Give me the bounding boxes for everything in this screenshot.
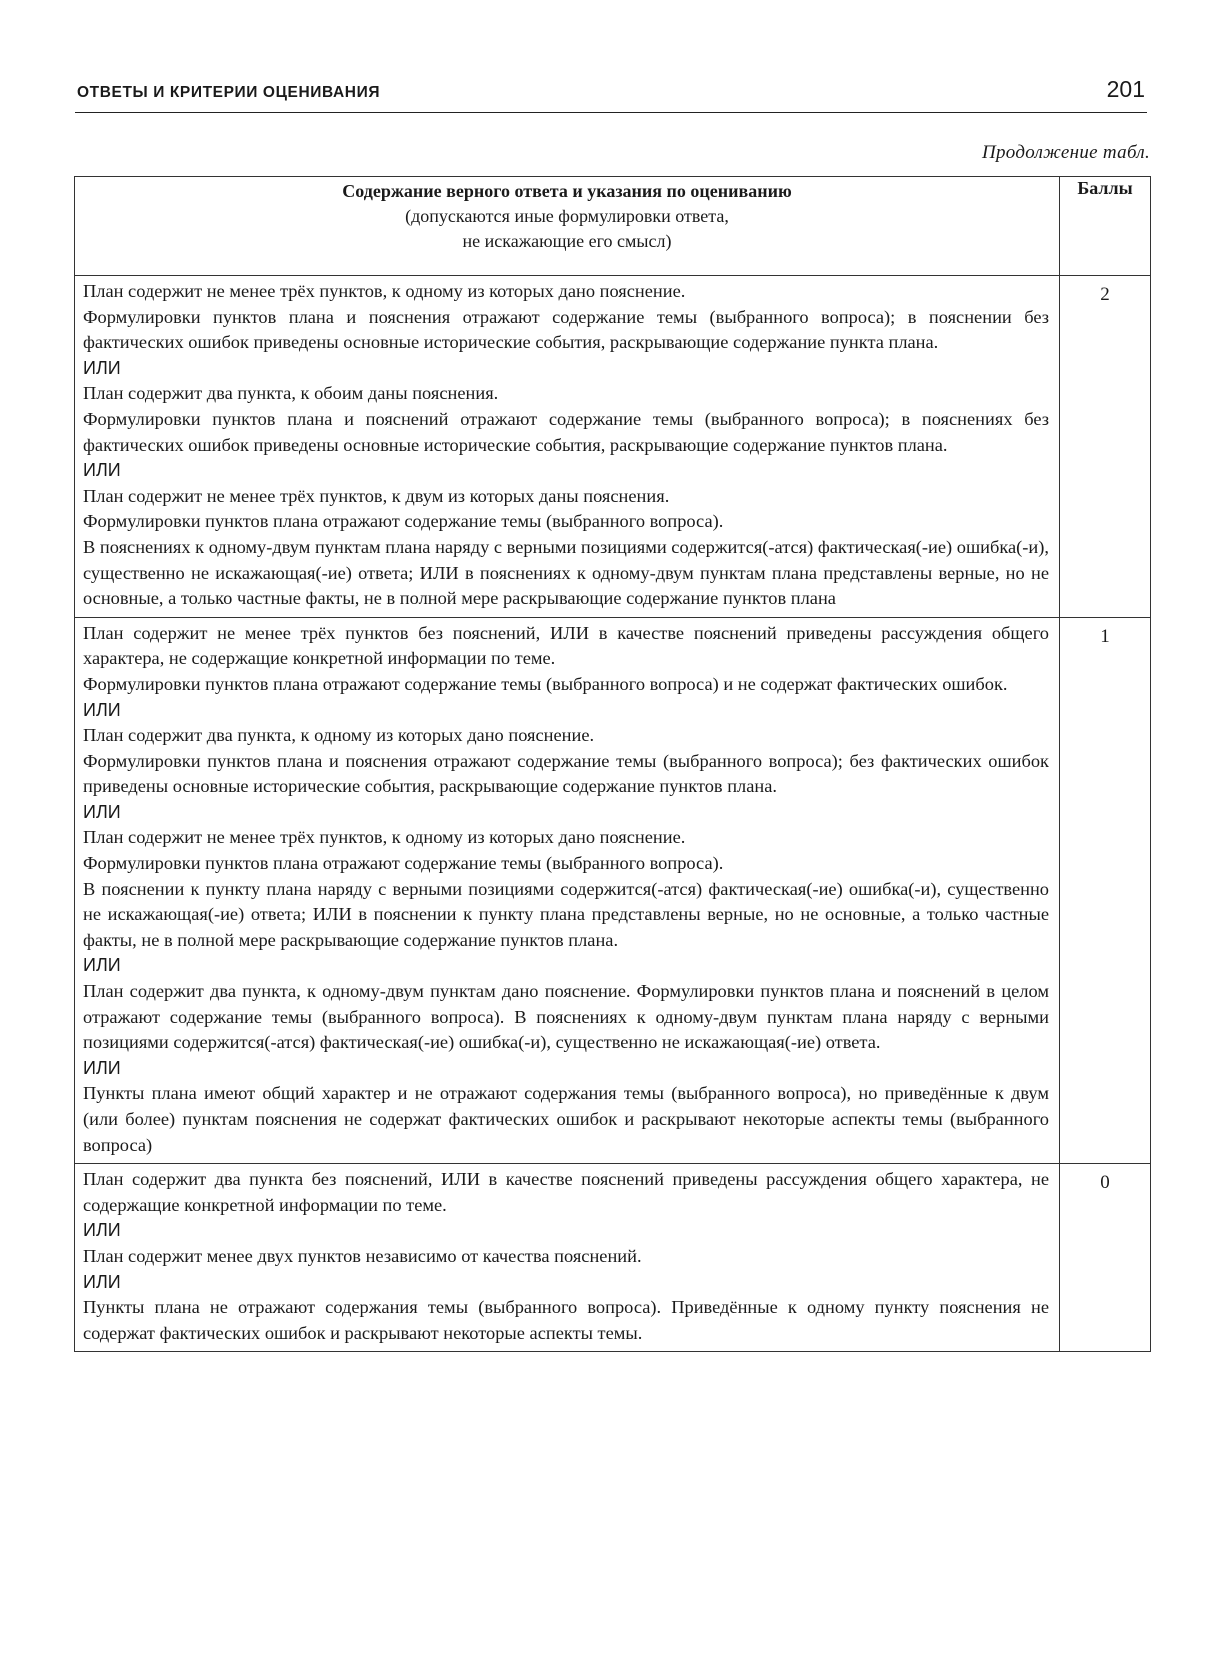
table-header-row [75,177,1151,276]
running-head [75,78,1147,113]
criteria-paragraph: Пункты плана не отражают содержания темы (выбранного вопроса). Приведённые к одному пункту пояснения не содержат фактических ошибок и раскрывают некоторые аспекты темы. [83,1297,1049,1343]
criteria-paragraph: Формулировки пунктов плана и пояснения отражают содержание темы (выбранного вопроса); в пояснении без фактических ошибок приведены основные исторические события, раскрывающие содержание пункта плана. [83,306,1049,353]
score-column-header: Баллы [1060,177,1151,276]
criteria-paragraph: Пункты плана имеют общий характер и не отражают содержания темы (выбранного вопроса), но приведённые к двум (или более) пунктам пояснения не содержат фактических ошибок и раскрывают некоторые аспекты темы (выбранного вопроса) [83,1083,1049,1155]
criteria-content-cell [75,276,1060,618]
criteria-paragraph: Формулировки пунктов плана отражают содержание темы (выбранного вопроса). [83,511,724,532]
criteria-paragraph: Формулировки пунктов плана отражают содержание темы (выбранного вопроса). [83,853,724,874]
or-separator: ИЛИ [83,1220,121,1241]
criteria-paragraph: План содержит менее двух пунктов независимо от качества пояснений. [83,1245,642,1266]
or-separator: ИЛИ [83,955,121,976]
or-separator: ИЛИ [83,357,121,378]
content-column-header [75,177,1060,276]
or-separator: ИЛИ [83,801,121,822]
or-separator: ИЛИ [83,699,121,720]
table-row [75,1164,1151,1352]
content-header-title: Содержание верного ответа и указания по оцениванию [342,181,792,201]
table-row [75,617,1151,1163]
table-continuation-note: Продолжение табл. [981,142,1150,163]
criteria-paragraph: План содержит два пункта, к одному из которых дано пояснение. [83,725,595,746]
criteria-paragraph: План содержит не менее трёх пунктов, к двум из которых даны пояснения. [83,485,670,506]
score-cell: 2 [1060,276,1151,618]
criteria-paragraph: План содержит не менее трёх пунктов, к одному из которых дано пояснение. [83,827,686,848]
criteria-table-body [75,276,1151,1352]
criteria-paragraph: План содержит два пункта, к обоим даны пояснения. [83,383,499,404]
content-header-note-1: (допускаются иные формулировки ответа, [405,206,729,226]
or-separator: ИЛИ [83,1271,121,1292]
criteria-table [74,176,1151,1352]
section-title: ОТВЕТЫ И КРИТЕРИИ ОЦЕНИВАНИЯ [77,84,381,101]
criteria-paragraph: Формулировки пунктов плана отражают содержание темы (выбранного вопроса) и не содержат фактических ошибок. [83,673,1008,694]
content-header-note-2: не искажающие его смысл) [462,231,672,251]
criteria-paragraph: План содержит не менее трёх пунктов, к одному из которых дано пояснение. [83,281,686,301]
criteria-paragraph: В пояснениях к одному-двум пунктам плана наряду с верными позициями содержится(-атся) фактическая(-ие) ошибка(-и), существенно не искажающая(-ие) ответа; ИЛИ в пояснениях к одному-двум пунктам плана представлены верные, но не основные, а только частные факты, не в полной мере раскрывающие содержание пунктов плана [83,536,1049,609]
criteria-paragraph: Формулировки пунктов плана и пояснений отражают содержание темы (выбранного вопроса); в пояснениях без фактических ошибок приведены основные исторические события, раскрывающие содержание пунктов плана. [83,408,1049,455]
criteria-paragraph: План содержит два пункта без пояснений, ИЛИ в качестве пояснений приведены рассуждения общего характера, не содержащие конкретной информации по теме. [83,1169,1049,1215]
score-cell: 1 [1060,617,1151,1163]
page-number: 201 [1106,76,1145,102]
criteria-paragraph: В пояснении к пункту плана наряду с верными позициями содержится(-атся) фактическая(-ие) ошибка(-и), существенно не искажающая(-ие) ответа; ИЛИ в пояснении к пункту плана представлены верные, но не основные, а только частные факты, не в полной мере раскрывающие содержание пунктов плана. [83,878,1049,950]
or-separator: ИЛИ [83,460,121,481]
criteria-paragraph: План содержит не менее трёх пунктов без пояснений, ИЛИ в качестве пояснений приведены рассуждения общего характера, не содержащие конкретной информации по теме. [83,622,1049,669]
criteria-paragraph: План содержит два пункта, к одному-двум пунктам дано пояснение. Формулировки пунктов плана и пояснений в целом отражают содержание темы (выбранного вопроса). В пояснениях к одному-двум пунктам плана наряду с верными позициями содержится(-атся) фактическая(-ие) ошибка(-и), существенно не искажающая(-ие) ответа. [83,981,1049,1053]
criteria-paragraph: Формулировки пунктов плана и пояснения отражают содержание темы (выбранного вопроса); без фактических ошибок приведены основные исторические события, раскрывающие содержание пунктов плана. [83,750,1049,797]
criteria-content-cell [75,617,1060,1163]
or-separator: ИЛИ [83,1057,121,1078]
score-cell: 0 [1060,1164,1151,1352]
criteria-content-cell [75,1164,1060,1352]
table-row [75,276,1151,618]
